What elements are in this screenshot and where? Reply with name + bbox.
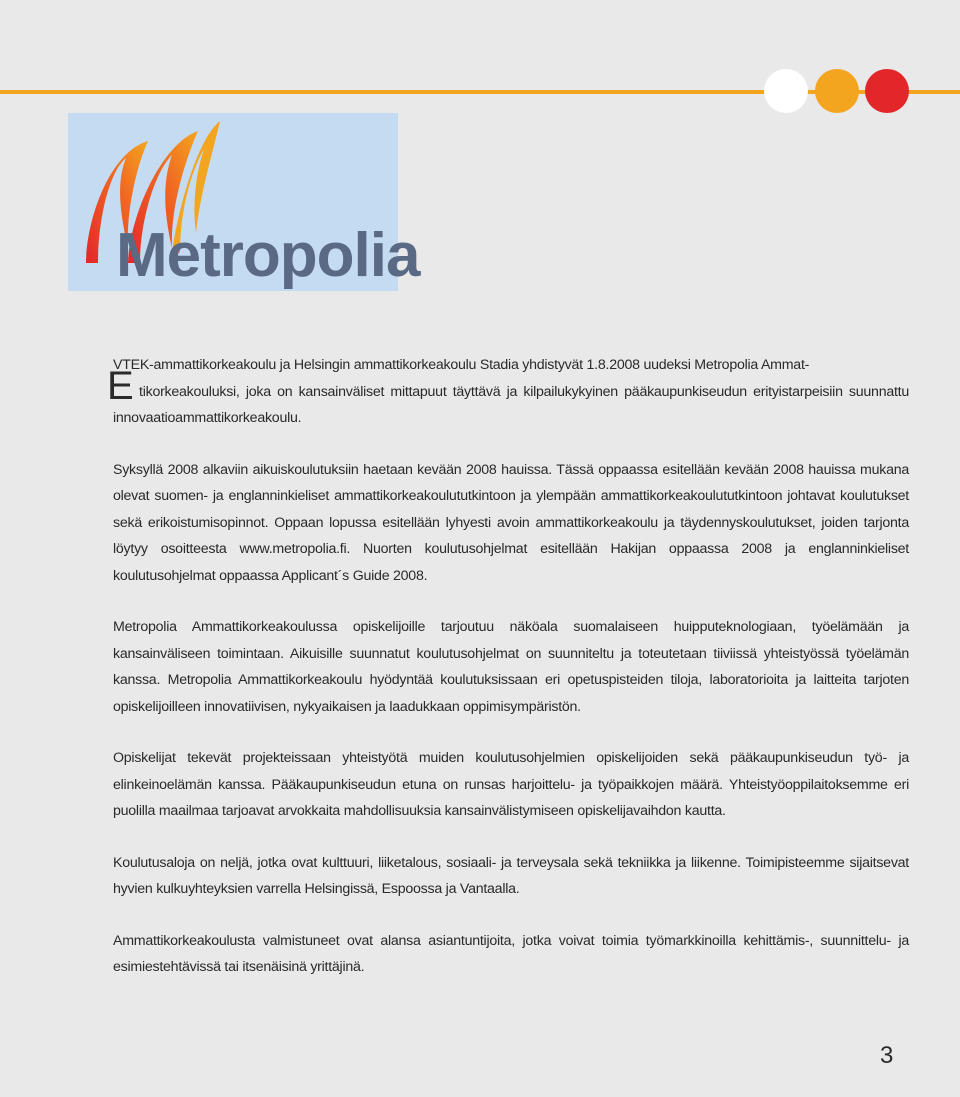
paragraph-1: Syksyllä 2008 alkaviin aikuiskoulutuksiin haetaan kevään 2008 hauissa. Tässä oppaassa esitellään kevään 2008 hauissa mukana olevat suomen- ja englanninkieliset ammattikorkeakoulututkintoon ja ylempään ammattikorkeakoulututkintoon johtavat koulutukset sekä erikoistumisopinnot. Oppaan lopussa esitellään lyhyesti avoin ammattikorkeakoulu ja täydennyskoulutukset, joiden tarjonta löytyy osoitteesta www.metropolia.fi. Nuorten koulutusohjelmat esitellään Hakijan oppaassa 2008 ja englanninkieliset koulutusohjelmat oppaassa Applicant´s Guide 2008. (113, 461, 909, 584)
dropcap: E (107, 364, 134, 408)
orange-circle-decoration (815, 69, 859, 113)
paragraph-3: Opiskelijat tekevät projekteissaan yhteistyötä muiden koulutusohjelmien opiskelijoiden sekä pääkaupunkiseudun työ- ja elinkeinoelämän kanssa. Pääkaupunkiseudun etuna on runsas harjoittelu- ja työpaikkojen määrä. Yhteistyöoppilaitoksemme eri puolilla maailmaa tarjoavat arvokkaita mahdollisuuksia kansainvälistymiseen opiskelijavaihdon kautta. (113, 750, 909, 819)
paragraph-4: Koulutusaloja on neljä, jotka ovat kulttuuri, liiketalous, sosiaali- ja terveysala sekä tekniikka ja liikenne. Toimipisteemme sijaitsevat hyvien kulkuyhteyksien varrella Helsingissä, Espoossa ja Vantaalla. (113, 854, 909, 897)
white-circle-decoration (764, 69, 808, 113)
intro-line-1: VTEK-ammattikorkeakoulu ja Helsingin ammattikorkeakoulu Stadia yhdistyvät 1.8.2008 uudeksi Metropolia Ammat- (113, 357, 810, 373)
paragraph-2: Metropolia Ammattikorkeakoulussa opiskelijoille tarjoutuu näköala suomalaiseen huipputeknologiaan, työelämään ja kansainväliseen toimintaan. Aikuisille suunnatut koulutusohjelmat on suunniteltu ja toteutetaan tiiviissä yhteistyössä työelämän kanssa. Metropolia Ammattikorkeakoulu hyödyntää koulutuksissaan eri opetuspisteiden tiloja, laboratorioita ja laitteita tarjoten opiskelijoilleen innovatiivisen, nykyaikaisen ja laadukkaan oppimisympäristön. (113, 619, 909, 715)
metropolia-logo (68, 113, 420, 291)
paragraph-5: Ammattikorkeakoulusta valmistuneet ovat alansa asiantuntijoita, jotka voivat toimia työmarkkinoilla kehittämis-, suunnittelu- ja esimiestehtävissä tai itsenäisinä yrittäjinä. (113, 932, 909, 975)
red-circle-decoration (865, 69, 909, 113)
intro-paragraph (107, 352, 909, 432)
intro-rest: tikorkeakouluksi, joka on kansainväliset mittapuut täyttävä ja kilpailukykyinen pääkaupunkiseudun erityistarpeisiin suunnattu innovaatioammattikorkeakoulu. (113, 383, 909, 426)
logo-wordmark: Metropolia (116, 221, 420, 290)
page-number: 3 (880, 1042, 894, 1069)
main-text (107, 352, 909, 1006)
